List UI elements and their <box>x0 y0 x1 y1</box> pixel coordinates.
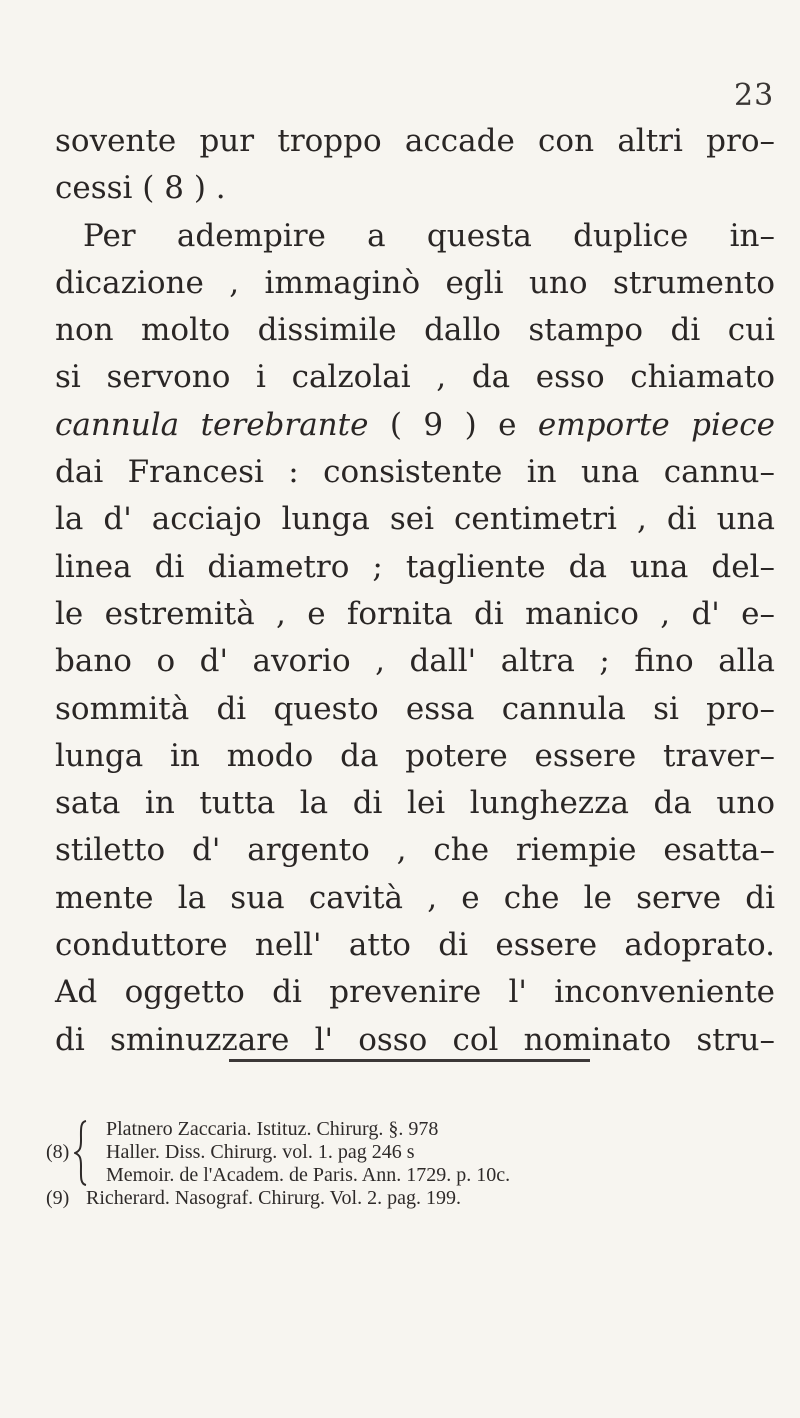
text-line: bano o d' avorio , dall' altra ; fino alla <box>55 643 775 680</box>
text-line: mente la sua cavità , e che le serve di <box>55 879 775 916</box>
footnote-marker: (8) <box>46 1141 70 1163</box>
footnotes <box>46 1118 776 1210</box>
text-line: dicazione , immaginò egli uno strumento <box>55 264 775 301</box>
page-number: 23 <box>734 78 775 113</box>
footnote-line: Haller. Diss. Chirurg. vol. 1. pag 246 s <box>106 1141 415 1163</box>
text-line: linea di diametro ; tagliente da una del– <box>55 548 775 585</box>
footnote-reference: ( 9 ) e <box>368 406 538 443</box>
footnote-line: Platnero Zaccaria. Istituz. Chirurg. §. 978 <box>106 1118 439 1140</box>
text-line-with-italics <box>55 402 775 449</box>
text-line: Ad oggetto di prevenire l' inconveniente <box>55 974 775 1011</box>
text-line: di sminuzzare l' osso col nominato stru– <box>55 1021 775 1058</box>
footnote-8 <box>46 1118 776 1187</box>
footnote-line: Richerard. Nasograf. Chirurg. Vol. 2. pag. 199. <box>86 1187 461 1209</box>
italic-term: cannula terebrante <box>55 406 369 443</box>
text-line: dai Francesi : consistente in una cannu– <box>55 454 775 491</box>
footnote-separator-rule <box>229 1059 590 1062</box>
text-line: conduttore nell' atto di essere adoprato. <box>55 927 775 964</box>
text-line: si servono i calzolai , da esso chiamato <box>55 359 775 396</box>
footnote-9 <box>46 1187 776 1210</box>
text-line: non molto dissimile dallo stampo di cui <box>55 312 775 349</box>
text-line: stiletto d' argento , che riempie esatta– <box>55 832 775 869</box>
main-text <box>55 118 775 1064</box>
text-line: la d' acciajo lunga sei centimetri , di una <box>55 501 775 538</box>
text-line: sommità di questo essa cannula si pro– <box>55 690 775 727</box>
footnote-marker: (9) <box>46 1187 70 1209</box>
brace-icon <box>74 1120 88 1186</box>
text-line: lunga in modo da potere essere traver– <box>55 737 775 774</box>
italic-term: emporte piece <box>537 406 775 443</box>
text-line: Per adempire a questa duplice in– <box>83 217 775 254</box>
text-line: cessi ( 8 ) . <box>55 170 226 207</box>
footnote-line: Memoir. de l'Academ. de Paris. Ann. 1729. p. 10c. <box>106 1164 511 1186</box>
text-line: le estremità , e fornita di manico , d' e– <box>55 595 775 632</box>
text-line: sovente pur troppo accade con altri pro– <box>55 123 775 159</box>
text-line: sata in tutta la di lei lunghezza da uno <box>55 785 775 822</box>
